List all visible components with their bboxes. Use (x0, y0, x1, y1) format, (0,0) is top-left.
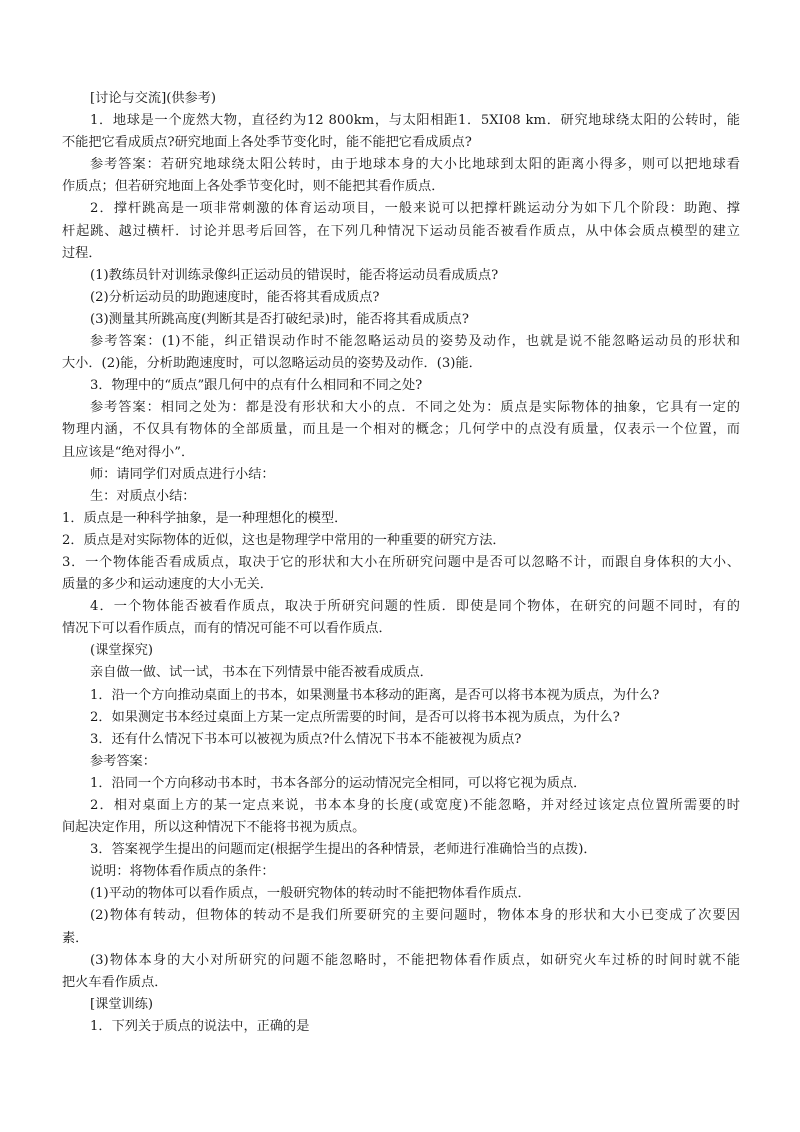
text-line: 3．还有什么情况下书本可以被视为质点?什么情况下书本不能被视为质点? (90, 731, 522, 747)
text-line: 参考答案：相同之处为：都是没有形状和大小的点．不同之处为：质点是实际物体的抽象，它具有一定的 (90, 400, 740, 416)
text-line: 亲自做一做、试一试，书本在下列情景中能否被看成质点． (90, 665, 433, 681)
text-line: 参考答案： (90, 753, 156, 769)
text-line: 大小．(2)能，分析助跑速度时，可以忽略运动员的姿势及动作．(3)能． (62, 356, 482, 372)
text-line: 1．下列关于质点的说法中，正确的是 (90, 1018, 310, 1034)
text-line: 2．撑杆跳高是一项非常刺激的体育运动项目，一般来说可以把撑杆跳运动分为如下几个阶段：助跑、撑 (90, 201, 740, 217)
text-line: 质量的多少和运动速度的大小无关． (62, 577, 273, 593)
text-line: 1．沿同一个方向移动书本时，书本各部分的运动情况完全相同，可以将它视为质点． (90, 775, 587, 791)
text-line: 2．相对桌面上方的某一定点来说，书本本身的长度(或宽度)不能忽略，并对经过该定点位置所需要的时 (90, 798, 740, 813)
text-line: 素． (62, 930, 89, 946)
text-line: 把火车看作质点． (62, 974, 168, 990)
text-line: 参考答案：若研究地球绕太阳公转时，由于地球本身的大小比地球到太阳的距离小得多，则可以把地球看 (90, 157, 740, 173)
text-line: (1)教练员针对训练录像纠正运动员的错误时，能否将运动员看成质点? (90, 267, 499, 283)
text-line: (课堂探究) (90, 643, 154, 659)
text-line: 杆起跳、越过横杆．讨论并思考后回答，在下列几种情况下运动员能否被看作质点，从中体会质点模型的建立 (62, 223, 740, 239)
text-line: (2)分析运动员的助跑速度时，能否将其看成质点? (90, 289, 380, 305)
text-line: 1．地球是一个庞然大物，直径约为12 800km，与太阳相距1．5XI08 km．研究地球绕太阳的公转时，能 (90, 113, 740, 129)
text-line: 3．答案视学生提出的问题而定(根据学生提出的各种情景，老师进行准确恰当的点拨)． (90, 842, 597, 858)
text-line: 且应该是“绝对得小”． (62, 444, 195, 460)
text-line: 3．物理中的“质点”跟几何中的点有什么相同和不同之处? (90, 378, 423, 394)
text-line: 物理内涵，不仅具有物体的全部质量，而且是一个相对的概念；几何学中的点没有质量，仅表示一个位置，而 (62, 422, 740, 438)
text-line: 间起决定作用，所以这种情况下不能将书视为质点。 (62, 820, 366, 836)
text-line: [课堂训练) (90, 996, 154, 1012)
text-line: 参考答案：(1)不能，纠正错误动作时不能忽略运动员的姿势及动作，也就是说不能忽略运动员的形状和 (90, 334, 740, 350)
text-line: (2)物体有转动，但物体的转动不是我们所要研究的主要问题时，物体本身的形状和大小已变成了次要因 (90, 908, 740, 924)
text-line: 生：对质点小结： (90, 488, 196, 504)
text-line: 过程． (62, 245, 102, 261)
text-line: [讨论与交流](供参考) (90, 91, 217, 106)
text-line: 师：请同学们对质点进行小结： (90, 466, 275, 482)
text-line: 2．质点是对实际物体的近似，这也是物理学中常用的一种重要的研究方法． (62, 532, 506, 548)
text-line: (1)平动的物体可以看作质点，一般研究物体的转动时不能把物体看作质点． (90, 886, 531, 902)
text-line: 不能把它看成质点?研究地面上各处季节变化时，能不能把它看成质点? (62, 135, 472, 151)
text-line: 作质点；但若研究地面上各处季节变化时，则不能把其看作质点． (62, 179, 445, 195)
text-line: 2．如果测定书本经过桌面上方某一定点所需要的时间，是否可以将书本视为质点，为什么? (90, 709, 620, 725)
text-line: (3)物体本身的大小对所研究的问题不能忽略时，不能把物体看作质点，如研究火车过桥的时间时就不能 (90, 952, 740, 968)
text-line: 情况下可以看作质点，而有的情况可能不可以看作质点． (62, 621, 392, 637)
text-line: 1．质点是一种科学抽象，是一种理想化的模型． (62, 510, 348, 526)
text-line: (3)测量其所跳高度(判断其是否打破纪录)时，能否将其看成质点? (90, 311, 469, 327)
text-line: 4．一个物体能否被看作质点，取决于所研究问题的性质．即使是同个物体，在研究的问题不同时，有的 (90, 599, 740, 615)
text-line: 1．沿一个方向推动桌面上的书本，如果测量书本移动的距离，是否可以将书本视为质点，为什么? (90, 687, 660, 703)
document-page (62, 88, 740, 1038)
text-line: 3．一个物体能否看成质点，取决于它的形状和大小在所研究问题中是否可以忽略不计，而跟自身体积的大小、 (62, 554, 740, 570)
text-line: 说明：将物体看作质点的条件： (90, 864, 275, 880)
